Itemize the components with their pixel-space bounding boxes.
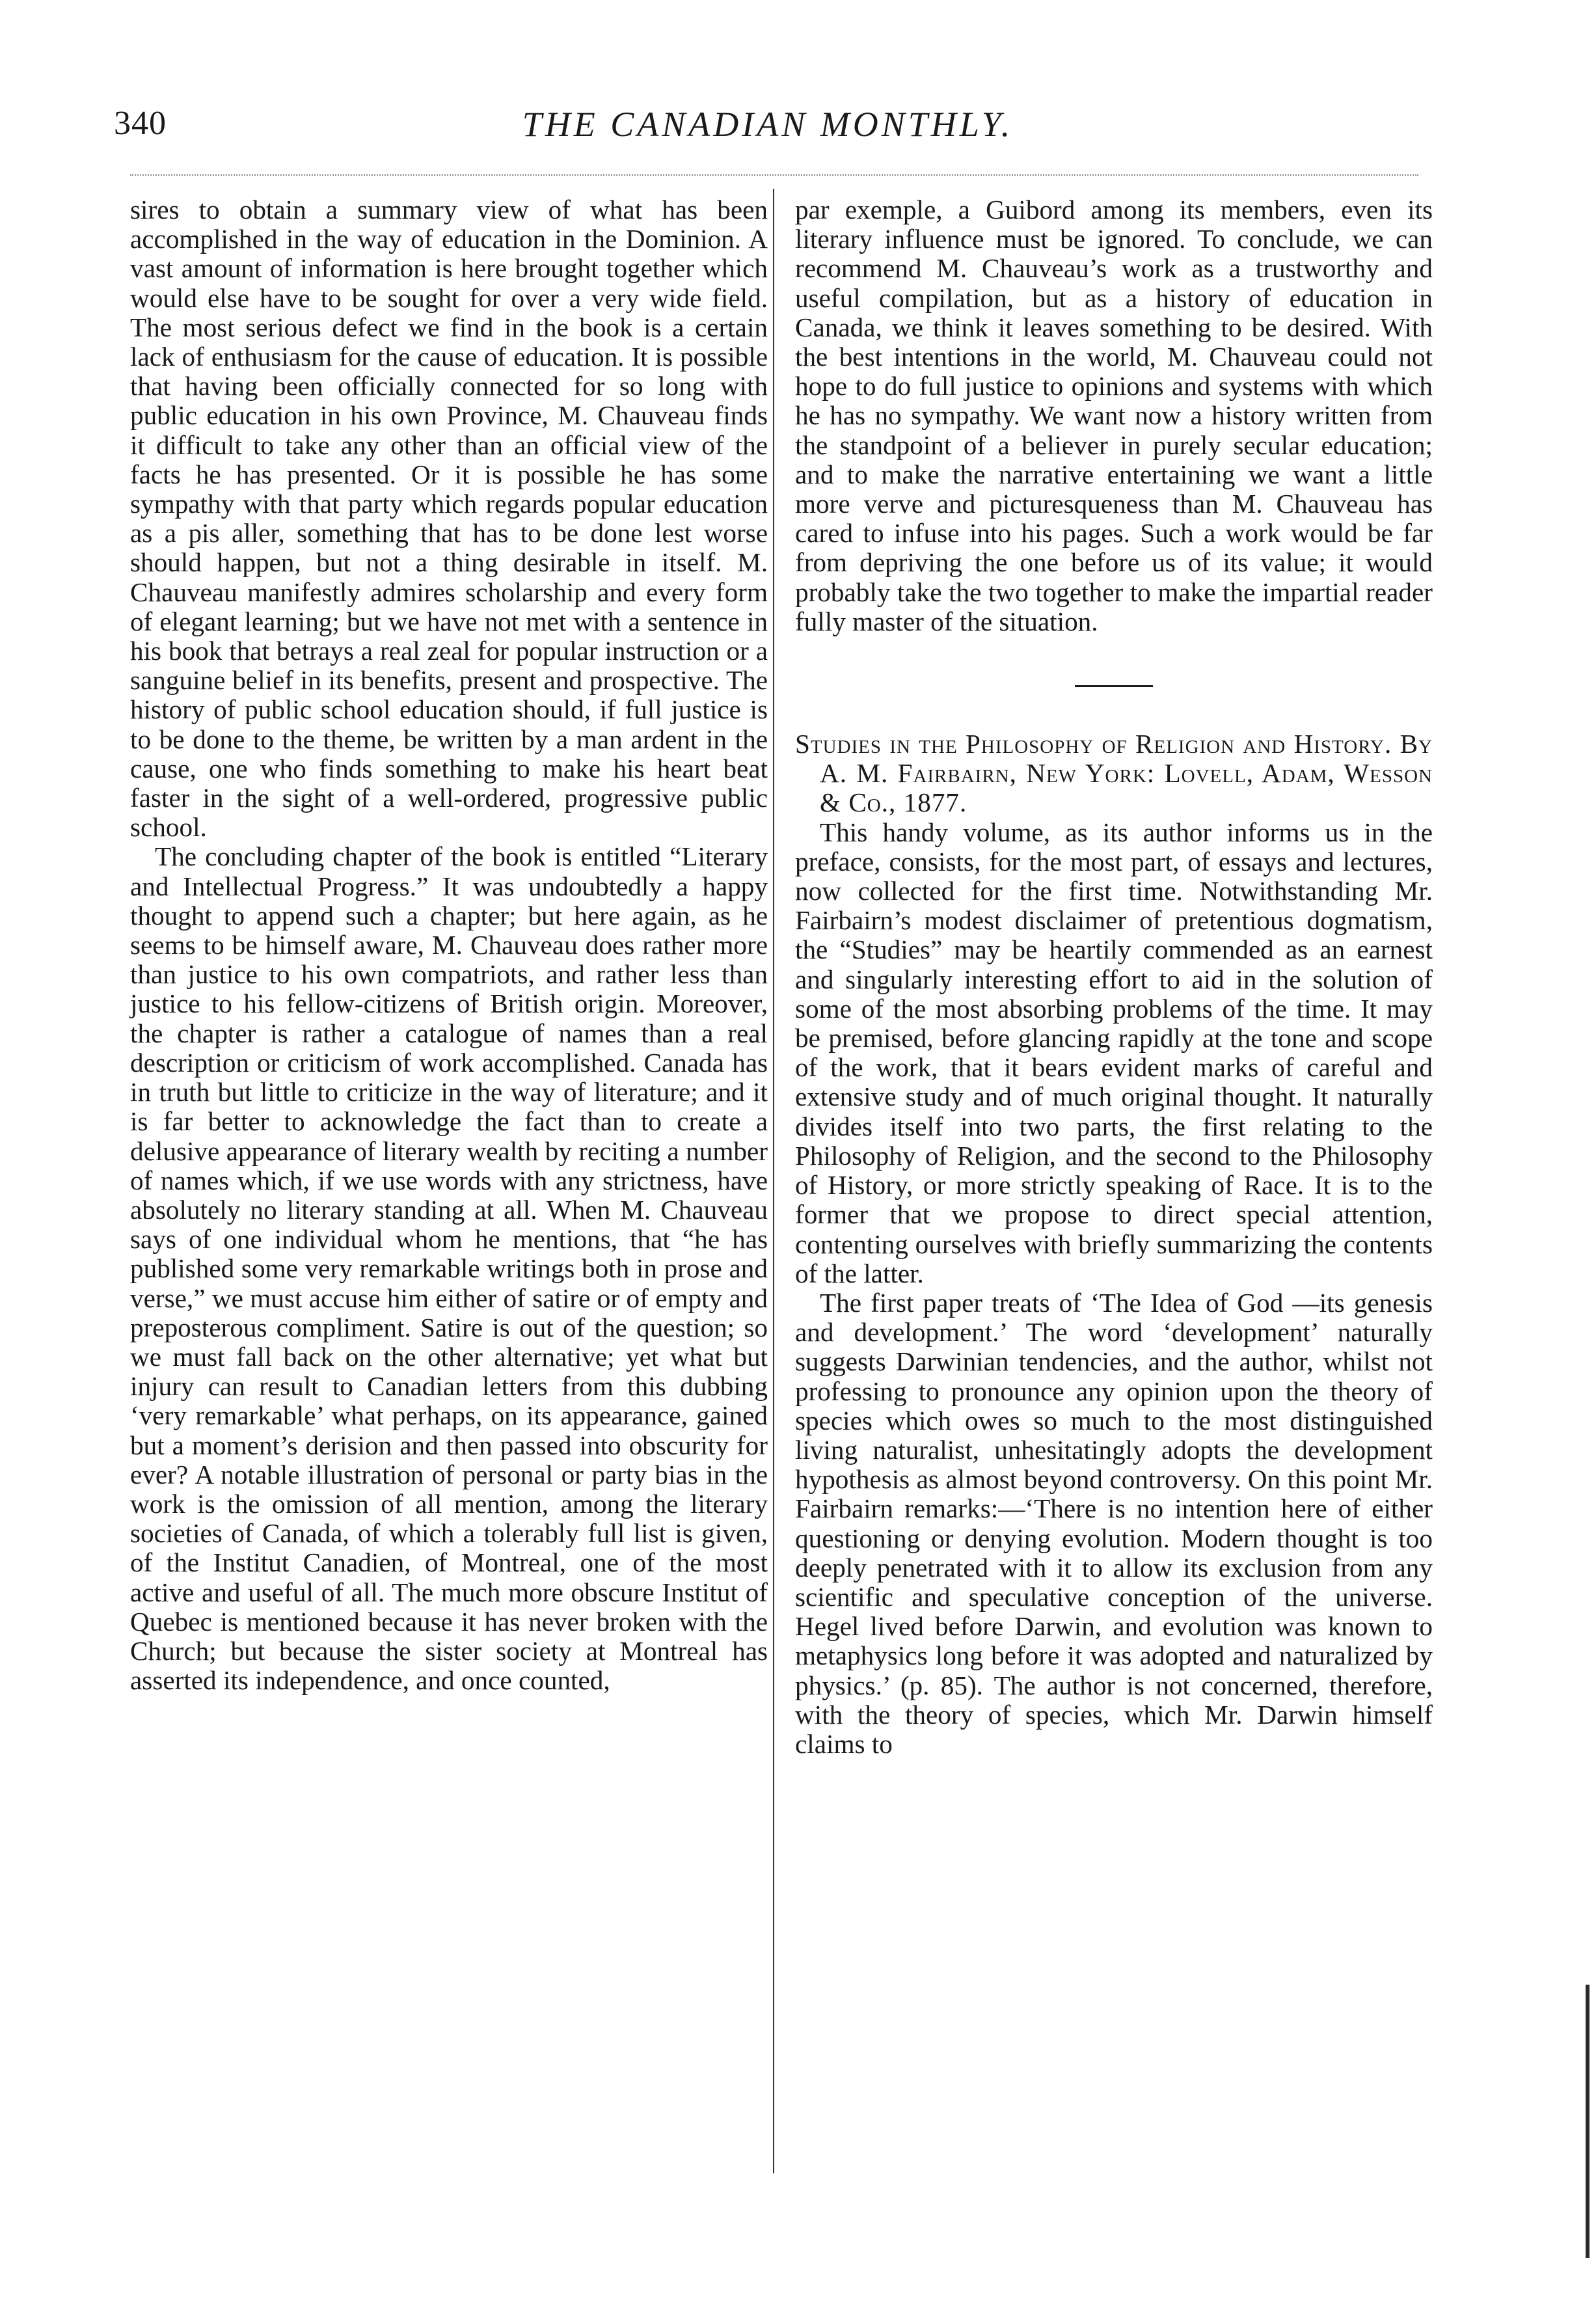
paragraph: par exemple, a Guibord among its members, even its literary influence must be ignored. To conclude, we can recommend M. Chauveau’s work as a trustworthy and useful compilation, but as a history of education in Canada, we think it leaves something to be desired. With the best intentions in the world, M. Chauveau could not hope to do full justice to opinions and systems with which he has no sympathy. We want now a history written from the standpoint of a believer in purely secular education; and to make the narrative entertaining we want a little more verve and picturesqueness than M. Chauveau has cared to infuse into his pages. Such a work would be far from depriving the one before us of its value; it would probably take the two together to make the impartial reader fully master of the situation. xyxy=(795,195,1433,636)
column-divider xyxy=(773,189,774,2173)
section-divider xyxy=(1075,685,1153,687)
paragraph: This handy volume, as its author informs us in the preface, consists, for the most part, of essays and lectures, now collected for the first time. Notwithstanding Mr. Fairbairn’s modest disclaimer of pretentious dogmatism, the “Studies” may be heartily commended as an earnest and singularly interesting effort to aid in the solution of some of the most absorbing problems of the time. It may be premised, before glancing rapidly at the tone and scope of the work, that it bears evident marks of careful and extensive study and of much original thought. It naturally divides itself into two parts, the first relating to the Philosophy of Religion, and the second to the Philosophy of History, or more strictly speaking of Race. It is to the former that we propose to direct special attention, contenting ourselves with briefly summarizing the contents of the latter. xyxy=(795,817,1433,1288)
page-number: 340 xyxy=(114,105,167,142)
header-rule xyxy=(130,174,1418,176)
right-column xyxy=(795,195,1433,1759)
scan-edge-mark xyxy=(1586,1985,1589,2258)
left-column xyxy=(130,195,768,1695)
paragraph: The first paper treats of ‘The Idea of God —its genesis and development.’ The word ‘development’ naturally suggests Darwinian tendencies, and the author, whilst not professing to pronounce any opinion upon the theory of species which owes so much to the most distinguished living naturalist, unhesitatingly adopts the development hypothesis as almost beyond controversy. On this point Mr. Fairbairn remarks:—‘There is no intention here of either questioning or denying evolution. Modern thought is too deeply penetrated with it to allow its exclusion from any scientific and speculative conception of the universe. Hegel lived before Darwin, and evolution was known to metaphysics long before it was adopted and naturalized by physics.’ (p. 85). The author is not concerned, therefore, with the theory of species, which Mr. Darwin himself claims to xyxy=(795,1287,1433,1759)
review-heading: Studies in the Philosophy of Religion and History. By A. M. Fairbairn, New York: Lovell, Adam, Wesson & Co., 1877. xyxy=(795,729,1433,818)
page-header xyxy=(114,104,1422,150)
paragraph: The concluding chapter of the book is entitled “Literary and Intellectual Progress.” It was undoubtedly a happy thought to append such a chapter; but here again, as he seems to be himself aware, M. Chauveau does rather more than justice to his own compatriots, and rather less than justice to his fellow-citizens of British origin. Moreover, the chapter is rather a catalogue of names than a real description or criticism of work accomplished. Canada has in truth but little to criticize in the way of literature; and it is far better to acknowledge the fact than to create a delusive appearance of literary wealth by reciting a number of names which, if we use words with any strictness, have absolutely no literary standing at all. When M. Chauveau says of one individual whom he mentions, that “he has published some very remarkable writings both in prose and verse,” we must accuse him either of satire or of empty and preposterous compliment. Satire is out of the question; so we must fall back on the other alternative; yet what but injury can result to Canadian letters from this dubbing ‘very remarkable’ what perhaps, on its appearance, gained but a moment’s derision and then passed into obscurity for ever? A notable illustration of personal or party bias in the work is the omission of all mention, among the literary societies of Canada, of which a tolerably full list is given, of the Institut Canadien, of Montreal, one of the most active and useful of all. The much more obscure Institut of Quebec is mentioned because it has never broken with the Church; but because the sister society at Montreal has asserted its independence, and once counted, xyxy=(130,841,768,1696)
paragraph: sires to obtain a summary view of what has been accomplished in the way of education in the Dominion. A vast amount of information is here brought together which would else have to be sought for over a very wide field. The most serious defect we find in the book is a certain lack of enthusiasm for the cause of education. It is possible that having been officially connected for so long with public education in his own Province, M. Chauveau finds it difficult to take any other than an official view of the facts he has presented. Or it is possible he has some sympathy with that party which regards popular education as a pis aller, something that has to be done lest worse should happen, but not a thing desirable in itself. M. Chauveau manifestly admires scholarship and every form of elegant learning; but we have not met with a sentence in his book that betrays a real zeal for popular instruction or a sanguine belief in its benefits, present and prospective. The history of public school education should, if full justice is to be done to the theme, be written by a man ardent in the cause, one who finds something to make his heart beat faster in the sight of a well-ordered, progressive public school. xyxy=(130,195,768,843)
running-title: THE CANADIAN MONTHLY. xyxy=(522,105,1014,144)
